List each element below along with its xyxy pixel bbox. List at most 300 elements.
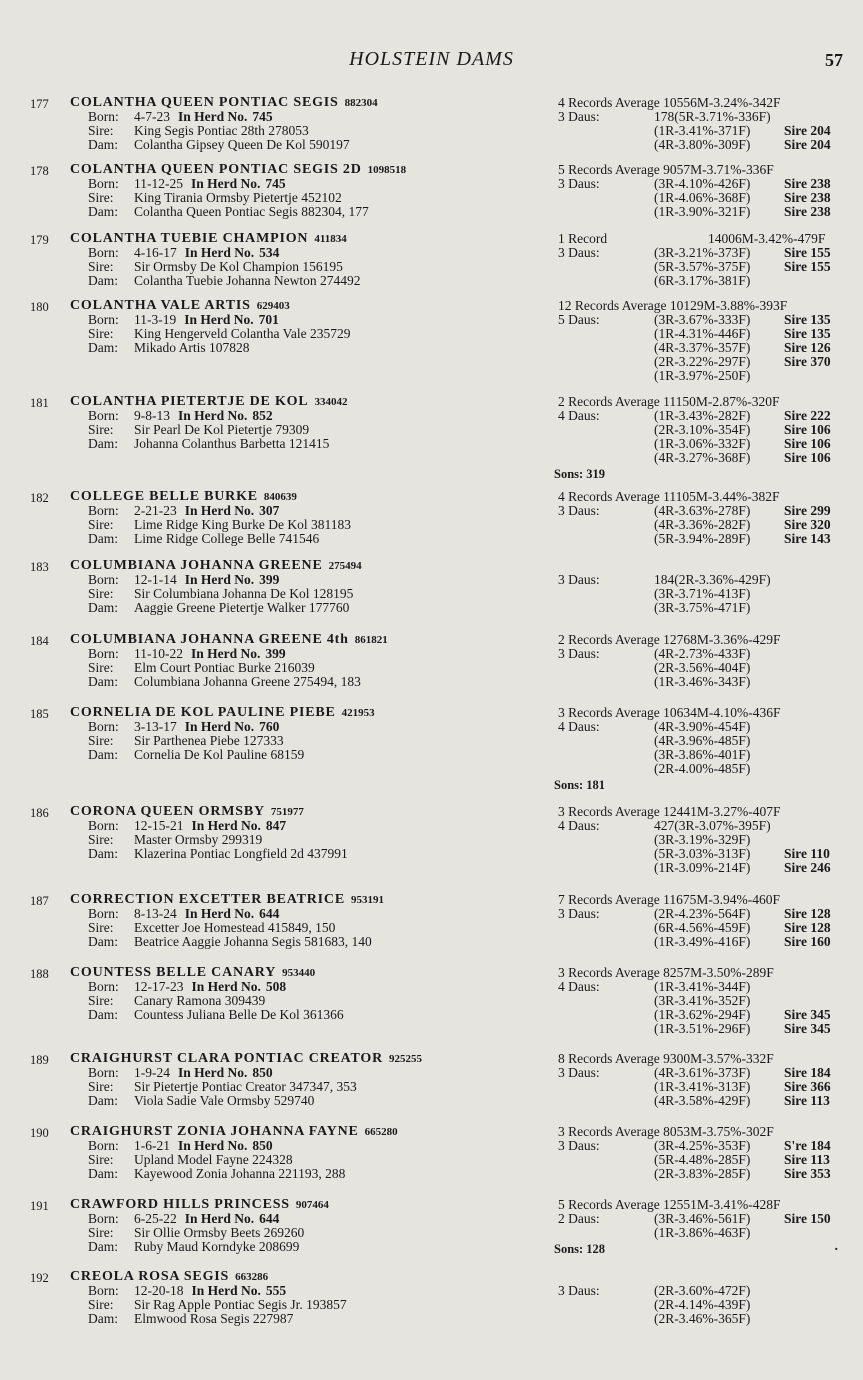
dam-label: Dam: [88,747,118,762]
records-spacer [558,1270,848,1284]
records-line [558,1125,848,1139]
daughters-label: 3 Daus: [558,646,600,661]
records-average: 4 Records Average 11105M-3.44%-382F [558,489,780,504]
running-title: HOLSTEIN DAMS [349,48,514,70]
cow-name-line [70,706,550,720]
born-label: Born: [88,572,119,587]
sire-label: Sire: [88,660,114,675]
dam-label: Dam: [88,1166,118,1181]
sire-row [70,1226,550,1240]
sire-name: Elm Court Pontiac Burke 216039 [134,660,315,675]
daughter-sire: Sire 155 [784,259,831,274]
entry-number: 192 [30,1271,49,1285]
daughter-production: 427(3R-3.07%-395F) [654,818,771,833]
sire-name: Master Ormsby 299319 [134,832,263,847]
daughter-sire: Sire 126 [784,340,831,355]
sire-label: Sire: [88,832,114,847]
sire-label: Sire: [88,259,114,274]
born-row [70,980,550,994]
herd-number: 745 [265,176,286,191]
entry-pedigree [70,1052,550,1108]
dam-row [70,1240,550,1254]
dam-name: Beatrice Aaggie Johanna Segis 581683, 140 [134,934,372,949]
daughter-production: (2R-3.10%-354F) [654,422,751,437]
born-row [70,110,550,124]
daughter-record [558,1167,848,1181]
daughter-record [558,601,848,615]
daughter-production: (4R-3.90%-454F) [654,719,751,734]
records-line [558,96,848,110]
born-row [70,313,550,327]
records-line [558,299,848,313]
dam-label: Dam: [88,600,118,615]
in-herd-label: In Herd No. [184,503,255,518]
single-record-line [558,232,848,246]
born-date: 2-21-23 [134,503,177,518]
entry-pedigree [70,232,550,288]
daughter-record [558,734,848,748]
born-label: Born: [88,408,119,423]
daughters-label: 3 Daus: [558,503,600,518]
sire-label: Sire: [88,733,114,748]
daughters-label: 3 Daus: [558,1138,600,1153]
born-date: 1-6-21 [134,1138,170,1153]
cow-name: CRAIGHURST CLARA PONTIAC CREATOR [70,1051,384,1066]
born-row [70,907,550,921]
herd-number: 847 [265,818,287,833]
daughter-record [558,980,848,994]
daughter-sire: Sire 128 [784,920,831,935]
records-line [558,706,848,720]
cow-name-line [70,1052,550,1066]
dam-name: Lime Ridge College Belle 741546 [134,531,320,546]
entry-pedigree [70,633,550,689]
cow-name: COLANTHA PIETERTJE DE KOL [70,394,309,409]
daughter-sire: Sire 113 [784,1093,830,1108]
daughters-label: 4 Daus: [558,979,600,994]
daughter-record [558,675,848,689]
born-label: Born: [88,979,119,994]
cow-name-line [70,966,550,980]
sire-row [70,994,550,1008]
daughter-production: (1R-3.51%-296F) [654,1021,751,1036]
sire-label: Sire: [88,586,114,601]
cow-name-line [70,490,550,504]
herd-number: 644 [259,906,280,921]
sons-text: Sons: 128 [554,1242,606,1256]
dam-label: Dam: [88,1093,118,1108]
dam-name: Columbiana Johanna Greene 275494, 183 [134,674,361,689]
daughter-sire: Sire 150 [784,1211,831,1226]
daughter-production: (5R-3.94%-289F) [654,531,751,546]
daughter-sire: Sire 110 [784,846,830,861]
page-number: 57 [825,50,843,70]
sire-label: Sire: [88,920,114,935]
daughter-record [558,762,848,776]
sire-name: Sir Rag Apple Pontiac Segis Jr. 193857 [134,1297,347,1312]
daughter-record [558,1139,848,1153]
daughter-record [558,274,848,288]
daughter-production: (3R-4.10%-426F) [654,176,751,191]
daughter-production: (1R-3.90%-321F) [654,204,751,219]
daughter-sire: Sire 238 [784,204,831,219]
dam-name: Elmwood Rosa Segis 227987 [134,1311,294,1326]
entry-number: 190 [30,1126,49,1140]
entry-pedigree [70,966,550,1022]
daughter-production: (4R-3.36%-282F) [654,517,751,532]
dam-label: Dam: [88,204,118,219]
daughters-label: 3 Daus: [558,176,600,191]
registration-number: 663286 [235,1271,269,1283]
daughter-sire: Sire 184 [784,1065,831,1080]
records-line [558,1052,848,1066]
records-average: 5 Records Average 12551M-3.41%-428F [558,1197,781,1212]
dam-row [70,1008,550,1022]
daughter-record [558,1094,848,1108]
records-average: 2 Records Average 12768M-3.36%-429F [558,632,781,647]
daughter-record [558,437,848,451]
daughter-sire: Sire 135 [784,326,831,341]
daughter-production: (3R-3.71%-413F) [654,586,751,601]
herd-number: 760 [259,719,280,734]
sire-row [70,734,550,748]
sire-label: Sire: [88,1297,114,1312]
daughter-production: (3R-3.86%-401F) [654,747,751,762]
sire-row [70,1298,550,1312]
entry-pedigree [70,559,550,615]
entry-pedigree [70,893,550,949]
in-herd-label: In Herd No. [184,719,255,734]
dam-name: Mikado Artis 107828 [134,340,250,355]
born-row [70,819,550,833]
sire-label: Sire: [88,422,114,437]
in-herd-label: In Herd No. [178,109,248,124]
registration-number: 751977 [270,806,304,818]
daughter-record [558,369,848,383]
daughter-record [558,260,848,274]
born-row [70,246,550,260]
sire-name: Canary Ramona 309439 [134,993,266,1008]
cow-name-line [70,805,550,819]
born-label: Born: [88,503,119,518]
daughter-sire: Sire 370 [784,354,831,369]
sire-name: Sir Pearl De Kol Pietertje 79309 [134,422,310,437]
sire-label: Sire: [88,517,114,532]
daughter-production: (1R-3.46%-343F) [654,674,751,689]
dam-name: Colantha Gipsey Queen De Kol 590197 [134,137,350,152]
daughter-sire: Sire 222 [784,408,831,423]
in-herd-label: In Herd No. [191,1283,261,1298]
cow-name: COLLEGE BELLE BURKE [70,489,258,504]
daughter-record [558,124,848,138]
daughter-production: (3R-3.67%-333F) [654,312,751,327]
daughter-production: (1R-3.06%-332F) [654,436,751,451]
born-label: Born: [88,176,119,191]
dam-name: Klazerina Pontiac Longfield 2d 437991 [134,846,348,861]
daughters-label: 4 Daus: [558,719,600,734]
daughter-record [558,720,848,734]
dam-row [70,1167,550,1181]
daughter-production: (3R-3.41%-352F) [654,993,751,1008]
registration-number: 1098518 [367,164,407,176]
daughter-sire: Sire 246 [784,860,831,875]
production-records [558,232,848,288]
daughter-record [558,748,848,762]
daughters-label: 2 Daus: [558,1211,600,1226]
cow-name: COUNTESS BELLE CANARY [70,965,277,980]
daughter-record [558,661,848,675]
sire-label: Sire: [88,190,114,205]
herd-number: 850 [252,1138,273,1153]
records-average: 12 Records Average 10129M-3.88%-393F [558,298,788,313]
daughter-production: (4R-2.73%-433F) [654,646,751,661]
herd-number: 399 [259,572,280,587]
sons-text: Sons: 319 [554,467,606,481]
entry-number: 181 [30,396,49,410]
daughter-production: (2R-3.56%-404F) [654,660,751,675]
daughters-label: 4 Daus: [558,408,600,423]
herd-number: 850 [252,1065,273,1080]
dam-name: Viola Sadie Vale Ormsby 529740 [134,1093,315,1108]
daughter-sire: Sire 204 [784,137,831,152]
born-row [70,1212,550,1226]
dam-label: Dam: [88,137,118,152]
registration-number: 421953 [341,707,375,719]
production-records [554,1197,848,1258]
daughters-label: 3 Daus: [558,906,600,921]
single-record-value: 14006M-3.42%-479F [708,231,826,246]
entry-pedigree [70,299,550,355]
dam-label: Dam: [88,273,118,288]
in-herd-label: In Herd No. [191,176,261,191]
in-herd-label: In Herd No. [178,1065,248,1080]
records-average: 7 Records Average 11675M-3.94%-460F [558,892,780,907]
production-records [554,705,848,794]
in-herd-label: In Herd No. [184,1211,255,1226]
cow-name-line [70,1198,550,1212]
daughter-record [558,647,848,661]
records-average: 5 Records Average 9057M-3.71%-336F [558,162,774,177]
dam-name: Ruby Maud Korndyke 208699 [134,1239,300,1254]
dam-name: Colantha Tuebie Johanna Newton 274492 [134,273,361,288]
daughter-sire: Sire 128 [784,906,831,921]
sire-row [70,518,550,532]
born-label: Born: [88,1065,119,1080]
daughter-sire: Sire 320 [784,517,831,532]
daughter-production: (4R-3.37%-357F) [654,340,751,355]
dam-name: Kayewood Zonia Johanna 221193, 288 [134,1166,346,1181]
entry-pedigree [70,1125,550,1181]
daughter-record [558,994,848,1008]
dam-row [70,437,550,451]
daughter-record [558,1298,848,1312]
daughter-production: (2R-4.23%-564F) [654,906,751,921]
cow-name: COLANTHA VALE ARTIS [70,298,251,313]
born-label: Born: [88,245,119,260]
daughters-label: 3 Daus: [558,109,600,124]
daughter-record [558,1226,848,1240]
born-row [70,720,550,734]
daughter-record [558,587,848,601]
born-row [70,504,550,518]
sire-row [70,260,550,274]
registration-number: 840639 [263,491,297,503]
records-average: 8 Records Average 9300M-3.57%-332F [558,1051,774,1066]
born-date: 4-16-17 [134,245,177,260]
born-label: Born: [88,646,119,661]
entry-number: 184 [30,634,49,648]
daughter-production: (6R-4.56%-459F) [654,920,751,935]
cow-name: CORNELIA DE KOL PAULINE PIEBE [70,705,336,720]
registration-number: 882304 [344,97,378,109]
sire-row [70,921,550,935]
production-records [558,893,848,949]
daughter-production: 184(2R-3.36%-429F) [654,572,771,587]
dam-row [70,138,550,152]
born-row [70,1139,550,1153]
records-line [558,490,848,504]
daughter-production: (1R-3.09%-214F) [654,860,751,875]
cow-name: COLANTHA TUEBIE CHAMPION [70,231,309,246]
dam-row [70,748,550,762]
daughter-record [558,518,848,532]
daughter-sire: Sire 238 [784,190,831,205]
daughter-record [558,138,848,152]
in-herd-label: In Herd No. [178,408,248,423]
born-label: Born: [88,1283,119,1298]
daughter-record [558,1212,848,1226]
born-date: 12-1-14 [134,572,177,587]
cow-name-line [70,633,550,647]
dam-name: Cornelia De Kol Pauline 68159 [134,747,305,762]
production-records [558,1270,848,1326]
registration-number: 925255 [389,1053,423,1065]
sire-row [70,327,550,341]
born-date: 12-15-21 [134,818,184,833]
in-herd-label: In Herd No. [184,572,255,587]
records-average: 4 Records Average 10556M-3.24%-342F [558,95,781,110]
daughter-record [558,423,848,437]
herd-number: 852 [252,408,273,423]
production-records [554,394,848,483]
daughter-sire: Sire 135 [784,312,831,327]
sire-label: Sire: [88,1079,114,1094]
cow-name: COLUMBIANA JOHANNA GREENE 4th [70,632,349,647]
born-date: 11-12-25 [134,176,183,191]
daughter-production: (3R-3.19%-329F) [654,832,751,847]
dam-label: Dam: [88,1239,118,1254]
daughters-label: 3 Daus: [558,1283,600,1298]
dam-label: Dam: [88,340,118,355]
daughter-sire: Sire 106 [784,422,831,437]
production-records [558,299,848,383]
entry-number: 187 [30,894,49,908]
cow-name: CORONA QUEEN ORMSBY [70,804,265,819]
dam-row [70,341,550,355]
dam-label: Dam: [88,934,118,949]
daughter-production: (5R-4.48%-285F) [654,1152,751,1167]
daughter-sire: Sire 204 [784,123,831,138]
sire-label: Sire: [88,993,114,1008]
records-average: 3 Records Average 8257M-3.50%-289F [558,965,774,980]
born-date: 12-17-23 [134,979,184,994]
daughter-record [558,355,848,369]
daughter-record [558,819,848,833]
born-label: Born: [88,906,119,921]
daughter-record [558,1080,848,1094]
sire-row [70,124,550,138]
herd-number: 508 [265,979,287,994]
daughter-production: (4R-3.58%-429F) [654,1093,751,1108]
herd-number: 701 [258,312,279,327]
daughter-record [558,327,848,341]
entry-number: 182 [30,491,49,505]
daughter-production: (1R-4.31%-446F) [654,326,751,341]
born-row [70,409,550,423]
dam-row [70,205,550,219]
entry-number: 183 [30,560,49,574]
daughter-production: (4R-3.63%-278F) [654,503,751,518]
registration-number: 334042 [314,396,348,408]
production-records [558,1052,848,1108]
in-herd-label: In Herd No. [178,1138,248,1153]
cow-name-line [70,96,550,110]
cow-name-line [70,299,550,313]
born-label: Born: [88,818,119,833]
page-header [0,46,863,76]
entry-pedigree [70,96,550,152]
daughter-production: (1R-3.41%-344F) [654,979,751,994]
daughter-record [558,1008,848,1022]
registration-number: 629403 [256,300,290,312]
cow-name-line [70,893,550,907]
daughter-production: (2R-4.00%-485F) [654,761,751,776]
sire-name: Sir Columbiana Johanna De Kol 128195 [134,586,354,601]
sire-name: Upland Model Fayne 224328 [134,1152,293,1167]
daughter-sire: Sire 106 [784,450,831,465]
daughter-sire: Sire 143 [784,531,831,546]
cow-name: COLUMBIANA JOHANNA GREENE [70,558,323,573]
dam-row [70,601,550,615]
records-line [558,966,848,980]
sire-label: Sire: [88,123,114,138]
cow-name: COLANTHA QUEEN PONTIAC SEGIS [70,95,339,110]
daughter-record [558,861,848,875]
sire-name: Sir Pietertje Pontiac Creator 347347, 353 [134,1079,357,1094]
daughter-record [558,573,848,587]
entry-number: 189 [30,1053,49,1067]
sons-line [554,778,844,794]
entry-pedigree [70,163,550,219]
herd-number: 644 [259,1211,280,1226]
daughter-sire: Sire 299 [784,503,831,518]
in-herd-label: In Herd No. [191,979,261,994]
in-herd-label: In Herd No. [184,312,254,327]
daughter-production: (4R-3.61%-373F) [654,1065,751,1080]
born-row [70,1066,550,1080]
daughter-record [558,921,848,935]
daughter-sire: Sire 345 [784,1007,831,1022]
dam-name: Aaggie Greene Pietertje Walker 177760 [134,600,350,615]
daughter-record [558,1066,848,1080]
daughter-record [558,504,848,518]
sons-line [554,1239,844,1258]
registration-number: 907464 [295,1199,329,1211]
sire-label: Sire: [88,1152,114,1167]
dam-label: Dam: [88,531,118,546]
records-line [558,395,848,409]
daughter-production: (2R-3.46%-365F) [654,1311,751,1326]
